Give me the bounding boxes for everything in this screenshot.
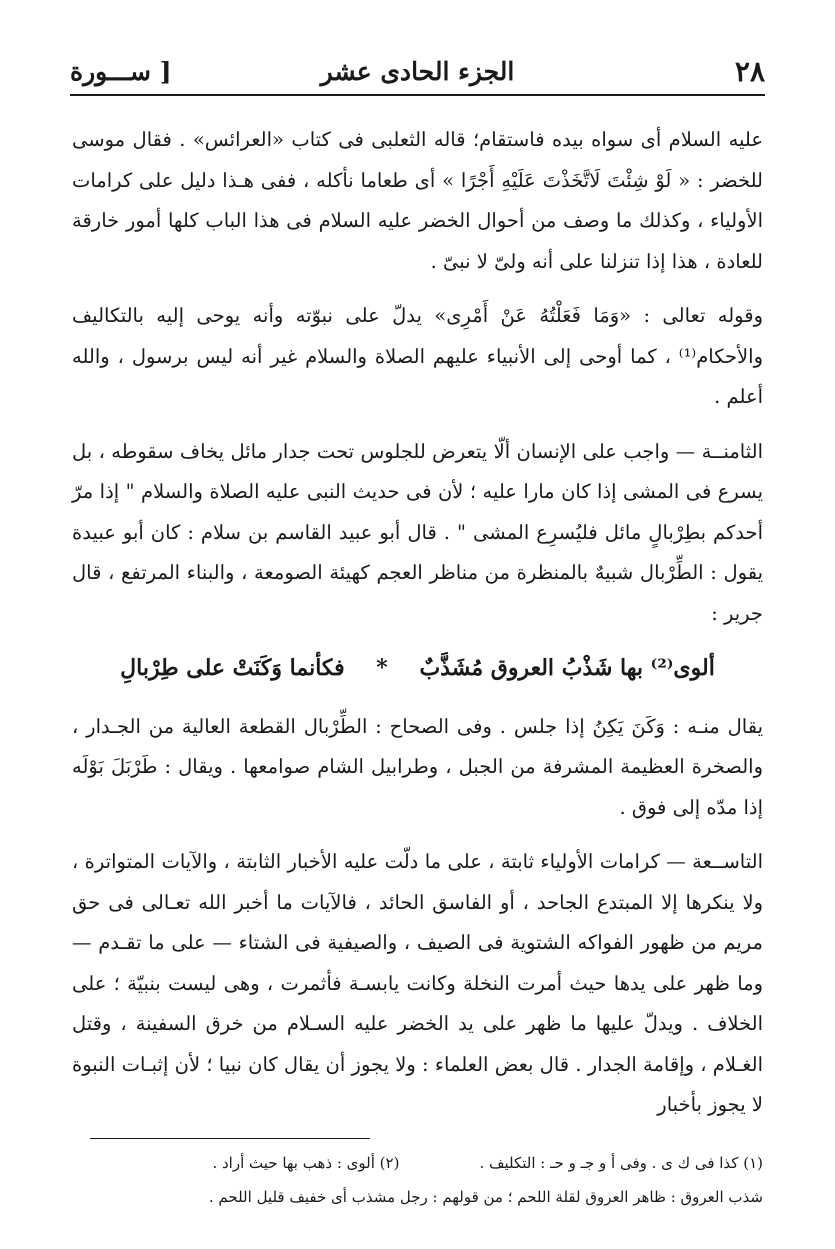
poetry-verse bbox=[72, 648, 763, 689]
page-header bbox=[70, 48, 765, 96]
page-number: ٢٨ bbox=[734, 54, 765, 88]
paragraph-1: عليه السلام أى سواه بيده فاستقام؛ قاله الثعلبى فى كتاب «العرائس» . فقال موسى للخضر : « لَوْ شِئْتَ لَاتَّخَذْتَ عَلَيْهِ أَجْرًا » أى طعاما نأكله ، ففى هـذا دليل على كرامات الأولياء ، وكذلك ما وصف من أحوال الخضر عليه السلام فى هذا الباب كلها أمور خارقة للعادة ، هذا إذا تنزلنا على أنه ولىّ لا نبىّ . bbox=[72, 128, 763, 273]
footnote-1: (١) كذا فى ك ى . وفى أ و جـ و حـ : التكليف . bbox=[479, 1154, 763, 1172]
footnotes bbox=[72, 1146, 763, 1214]
verse-hemistich-right: ألوى⁽²⁾ بها شَذْبُ العروق مُشَذَّبٌ bbox=[419, 655, 715, 681]
footnote-divider bbox=[90, 1138, 370, 1139]
footnote-2-continuation: شذب العروق : ظاهر العروق لقلة اللحم ؛ من قولهم : رجل مشذب أى خفيف قليل اللحم . bbox=[208, 1188, 763, 1206]
footnote-row bbox=[72, 1146, 763, 1180]
paragraph-2: وقوله تعالى : «وَمَا فَعَلْتُهُ عَنْ أَمْرِى» يدلّ على نبوّته وأنه يوحى إليه بالتكاليف والأحكام⁽¹⁾ ، كما أوحى إلى الأنبياء عليهم الصلاة والسلام غير أنه ليس برسول ، والله أعلم . bbox=[72, 304, 763, 408]
surah-label: [ ســـورة bbox=[70, 56, 172, 86]
paragraph-3: الثامنــة — واجب على الإنسان ألّا يتعرض للجلوس تحت جدار مائل يخاف سقوطه ، بل يسرع فى المشى إذا كان مارا عليه ؛ لأن فى حديث النبى عليه الصلاة والسلام " إذا مرّ أحدكم بطِرْبالٍ مائل فليُسرِع المشى " . قال أبو عبيد القاسم بن سلام : كان أبو عبيدة يقول : الطِّرْبال شبيهٌ بالمنظرة من مناظر العجم كهيئة الصومعة ، والبناء المرتفع ، قال جرير : bbox=[72, 439, 763, 625]
running-title: الجزء الحادى عشر bbox=[320, 56, 515, 86]
paragraph-5: التاســعة — كرامات الأولياء ثابتة ، على ما دلّت عليه الأخبار الثابتة ، والآيات المتواترة ، ولا ينكرها إلا المبتدع الجاحد ، أو الفاسق الحائد ، فالآيات ما أخبر الله تعـالى فى حق مريم من ظهور الفواكه الشتوية فى الصيف ، والصيفية فى الشتاء — على ما تقـدم — وما ظهر على يدها حيث أمرت النخلة وكانت يابسـة فأثمرت ، وهى ليست بنبيّة ؛ على الخلاف . ويدلّ عليها ما ظهر على يد الخضر عليه السـلام من خرق السفينة ، وقتل الغـلام ، وإقامة الجدار . قال بعض العلماء : ولا يجوز أن يقال كان نبيا ؛ لأن إثبـات النبوة لا يجوز بأخبار bbox=[72, 850, 763, 1116]
verse-hemistich-left: فكأنما وَكَنَتْ على طِرْبالِ bbox=[120, 655, 345, 681]
footnote-2: (٢) ألوى : ذهب بها حيث أراد . bbox=[212, 1154, 400, 1172]
verse-separator: * bbox=[376, 655, 388, 681]
paragraph-4: يقال منـه : وَكَنَ يَكِنُ إذا جلس . وفى الصحاح : الطِّرْبال القطعة العالية من الجـدار ، والصخرة العظيمة المشرفة من الجبل ، وطرابيل الشام صوامعها . ويقال : طَرْبَلَ بَوْلَه إذا مدّه إلى فوق . bbox=[72, 714, 763, 819]
main-text bbox=[72, 120, 763, 1140]
